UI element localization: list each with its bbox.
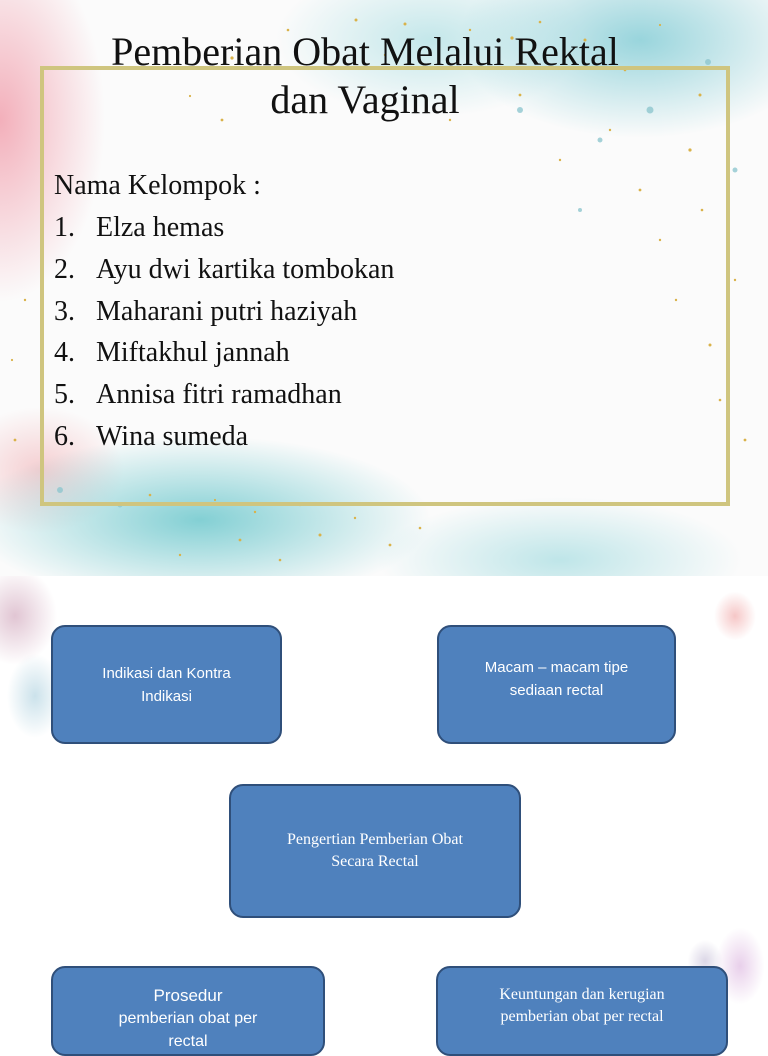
list-item: 1. Elza hemas xyxy=(54,212,225,243)
member-name: Maharani putri haziyah xyxy=(96,295,358,327)
list-item: 3. Maharani putri haziyah xyxy=(54,295,358,327)
diagram-slide xyxy=(0,576,768,1050)
member-name: Annisa fitri ramadhan xyxy=(96,379,342,411)
box-indikasi[interactable]: Indikasi dan Kontra Indikasi xyxy=(51,625,282,744)
group-label: Nama Kelompok : xyxy=(54,170,261,201)
box-keuntungan-kerugian[interactable]: Keuntungan dan kerugian pemberian obat per rectal xyxy=(436,966,728,1056)
box-pengertian[interactable]: Pengertian Pemberian Obat Secara Rectal xyxy=(229,784,521,918)
title-line-2: dan Vaginal xyxy=(270,77,460,122)
member-name: Miftakhul jannah xyxy=(96,337,290,369)
member-name: Elza hemas xyxy=(96,212,225,243)
box-macam-tipe-sediaan[interactable]: Macam – macam tipe sediaan rectal xyxy=(437,625,676,744)
member-name: Ayu dwi kartika tombokan xyxy=(96,253,395,285)
list-item: 6. Wina sumeda xyxy=(54,420,249,452)
list-item: 5. Annisa fitri ramadhan xyxy=(54,379,342,411)
member-name: Wina sumeda xyxy=(96,420,249,452)
box-prosedur[interactable]: Prosedur pemberian obat per rectal xyxy=(51,966,325,1056)
member-list xyxy=(54,207,394,458)
title-line-1: Pemberian Obat Melalui Rektal xyxy=(111,29,619,74)
list-item: 2. Ayu dwi kartika tombokan xyxy=(54,253,395,285)
list-item: 4. Miftakhul jannah xyxy=(54,337,290,369)
slide-title xyxy=(30,28,700,124)
